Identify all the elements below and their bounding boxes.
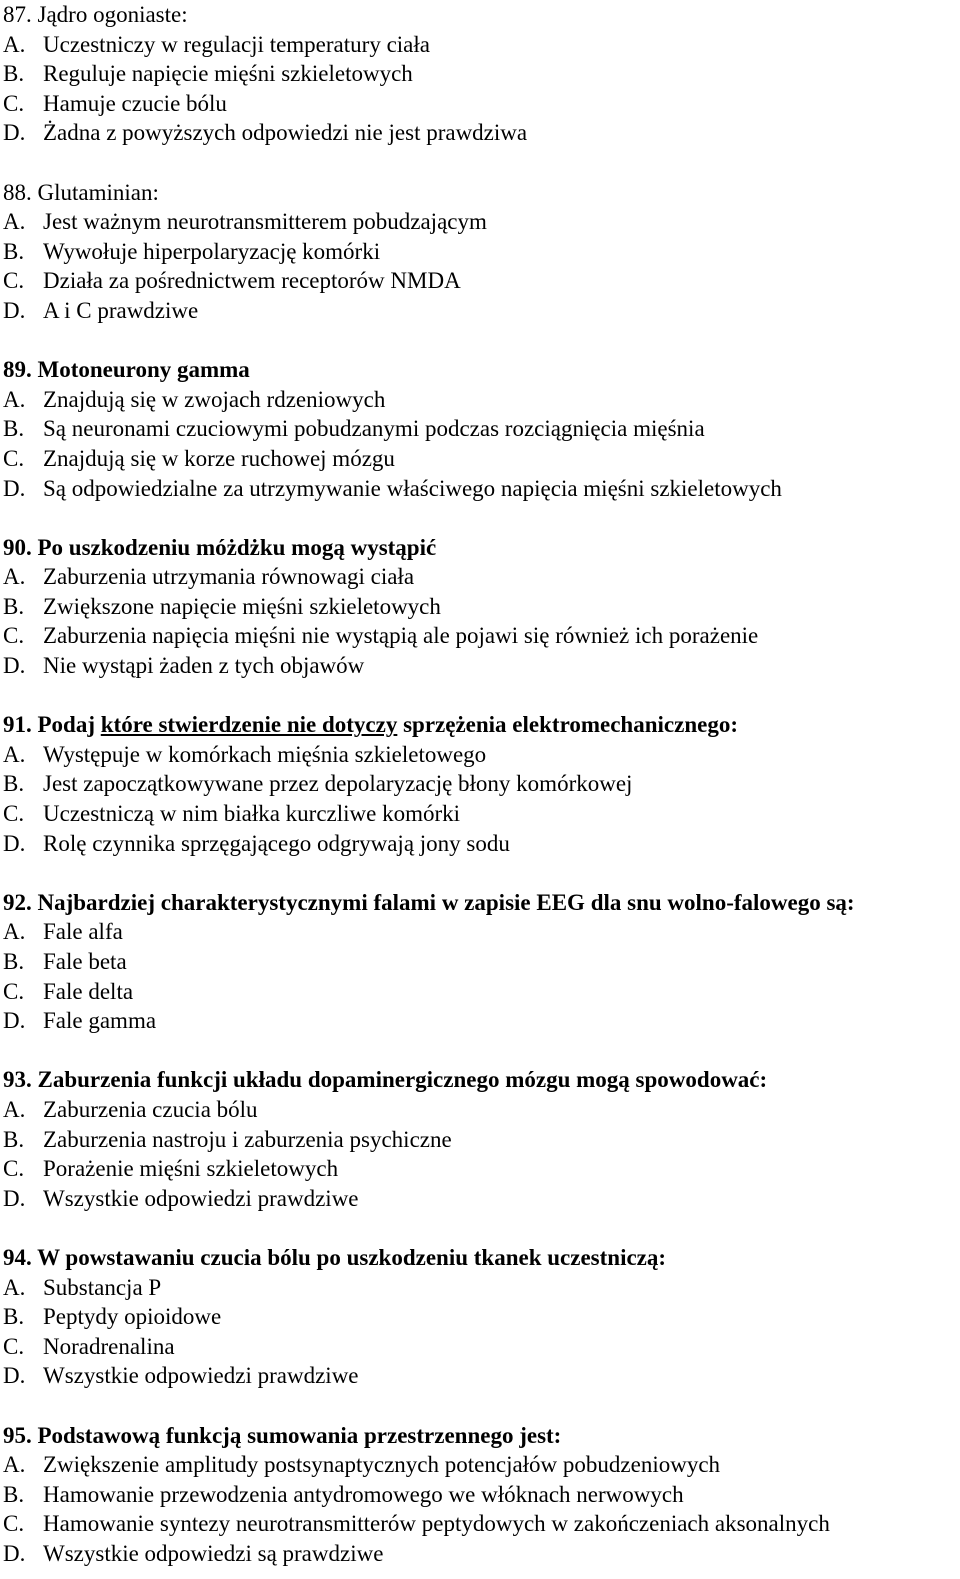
question-number: 94. [3, 1244, 32, 1270]
option-letter: C. [3, 1511, 25, 1537]
option-letter: A. [3, 31, 26, 57]
option-text: Fale beta [43, 949, 127, 974]
answer-option [3, 385, 960, 415]
answer-option [3, 799, 960, 829]
question-text-underlined: które stwierdzenie nie dotyczy [100, 712, 398, 738]
answer-option [3, 59, 960, 89]
answer-option [3, 1480, 960, 1510]
answer-option [3, 592, 960, 622]
option-text: Porażenie mięśni szkieletowych [43, 1156, 339, 1182]
option-letter: C. [3, 978, 25, 1004]
answer-option [3, 1332, 960, 1362]
option-text: Są odpowiedzialne za utrzymywanie właściwego napięcia mięśni szkieletowych [43, 475, 782, 501]
option-text: Hamowanie przewodzenia antydromowego we włóknach nerwowych [43, 1481, 684, 1507]
question-number: 92. [3, 889, 32, 915]
option-letter: B. [3, 1481, 25, 1507]
option-letter: C. [3, 268, 25, 294]
answer-option [3, 89, 960, 119]
question-text: Motoneurony gamma [37, 357, 250, 383]
option-text: Zaburzenia utrzymania równowagi ciała [43, 564, 415, 590]
option-letter: A. [3, 741, 26, 767]
option-letter: D. [3, 120, 26, 146]
option-letter: B. [3, 1126, 25, 1152]
option-text: Wywołuje hiperpolaryzację komórki [43, 238, 381, 264]
question-number: 91. [3, 712, 32, 738]
option-letter: A. [3, 209, 26, 235]
option-letter: B. [3, 593, 25, 619]
option-text: Wszystkie odpowiedzi prawdziwe [43, 1363, 359, 1389]
option-text: Wszystkie odpowiedzi prawdziwe [43, 1185, 359, 1211]
question-89 [3, 355, 960, 503]
answer-option [3, 769, 960, 799]
option-text: Zaburzenia czucia bólu [43, 1096, 258, 1122]
answer-option [3, 207, 960, 237]
answer-option [3, 621, 960, 651]
option-text: Uczestniczą w nim białka kurczliwe komórki [43, 801, 461, 827]
option-letter: D. [3, 1185, 26, 1211]
question-heading [3, 355, 960, 385]
option-text: Zwiększone napięcie mięśni szkieletowych [43, 593, 441, 619]
answer-option [3, 740, 960, 770]
question-heading [3, 1243, 960, 1273]
question-text-end: sprzężenia elektromechanicznego: [397, 712, 738, 738]
option-text: Nie wystąpi żaden z tych objawów [43, 653, 365, 679]
question-heading [3, 0, 960, 30]
answer-option [3, 1302, 960, 1332]
option-text: Peptydy opioidowe [43, 1304, 222, 1330]
answer-option [3, 237, 960, 267]
question-text: W powstawaniu czucia bólu po uszkodzeniu tkanek uczestniczą: [37, 1244, 667, 1270]
option-letter: B. [3, 771, 25, 797]
option-letter: B. [3, 416, 25, 442]
question-number: 88. [3, 179, 32, 205]
option-letter: A. [3, 1452, 26, 1478]
question-text: Podstawową funkcją sumowania przestrzennego jest: [37, 1422, 562, 1448]
question-text: Glutaminian: [37, 179, 159, 205]
answer-option [3, 1509, 960, 1539]
question-number: 95. [3, 1422, 32, 1448]
question-91 [3, 710, 960, 858]
question-text-start: Podaj [37, 712, 101, 738]
option-letter: B. [3, 61, 25, 87]
option-letter: A. [3, 386, 26, 412]
question-number: 87. [3, 2, 32, 27]
option-letter: C. [3, 801, 25, 827]
question-text: Jądro ogoniaste: [37, 2, 188, 27]
answer-option [3, 30, 960, 60]
option-letter: D. [3, 1008, 26, 1034]
answer-option [3, 1361, 960, 1391]
answer-option [3, 474, 960, 504]
answer-option [3, 651, 960, 681]
option-text: Są neuronami czuciowymi pobudzanymi podczas rozciągnięcia mięśnia [43, 416, 705, 442]
question-heading [3, 1065, 960, 1095]
answer-option [3, 1184, 960, 1214]
option-text: Fale alfa [43, 919, 123, 945]
answer-option [3, 296, 960, 326]
question-93 [3, 1065, 960, 1213]
answer-option [3, 266, 960, 296]
question-95 [3, 1421, 960, 1569]
option-text: Żadna z powyższych odpowiedzi nie jest prawdziwa [43, 120, 528, 146]
option-letter: D. [3, 297, 26, 323]
question-number: 93. [3, 1067, 32, 1093]
answer-option [3, 917, 960, 947]
option-letter: D. [3, 1363, 26, 1389]
question-heading [3, 533, 960, 563]
option-text: Hamuje czucie bólu [43, 90, 227, 116]
answer-option [3, 1125, 960, 1155]
option-letter: D. [3, 1540, 26, 1566]
question-number: 89. [3, 357, 32, 383]
option-text: A i C prawdziwe [43, 297, 199, 323]
answer-option [3, 1006, 960, 1036]
option-letter: D. [3, 475, 26, 501]
option-text: Działa za pośrednictwem receptorów NMDA [43, 268, 461, 294]
option-text: Jest zapoczątkowywane przez depolaryzację błony komórkowej [43, 771, 633, 797]
question-text: Najbardziej charakterystycznymi falami w zapisie EEG dla snu wolno-falowego są: [37, 889, 855, 915]
option-letter: C. [3, 445, 25, 471]
answer-option [3, 1154, 960, 1184]
option-text: Znajdują się w korze ruchowej mózgu [43, 445, 395, 471]
answer-option [3, 829, 960, 859]
option-text: Fale delta [43, 978, 134, 1004]
option-letter: D. [3, 830, 26, 856]
option-letter: C. [3, 90, 25, 116]
option-text: Reguluje napięcie mięśni szkieletowych [43, 61, 413, 87]
option-letter: D. [3, 653, 26, 679]
option-letter: A. [3, 919, 26, 945]
answer-option [3, 1273, 960, 1303]
option-text: Zaburzenia napięcia mięśni nie wystąpią ale pojawi się również ich porażenie [43, 623, 759, 649]
option-letter: C. [3, 1333, 25, 1359]
option-letter: B. [3, 238, 25, 264]
question-text: Zaburzenia funkcji układu dopaminergicznego mózgu mogą spowodować: [37, 1067, 768, 1093]
question-92 [3, 888, 960, 1036]
option-text: Wszystkie odpowiedzi są prawdziwe [43, 1540, 384, 1566]
option-letter: A. [3, 1096, 26, 1122]
option-text: Znajdują się w zwojach rdzeniowych [43, 386, 386, 412]
question-heading [3, 1421, 960, 1451]
question-87 [3, 0, 960, 148]
answer-option [3, 1539, 960, 1569]
question-heading [3, 178, 960, 208]
answer-option [3, 1450, 960, 1480]
option-text: Fale gamma [43, 1008, 157, 1034]
question-88 [3, 178, 960, 326]
question-number: 90. [3, 534, 32, 560]
question-text: Po uszkodzeniu móżdżku mogą wystąpić [37, 534, 437, 560]
question-90 [3, 533, 960, 681]
question-94 [3, 1243, 960, 1391]
option-text: Noradrenalina [43, 1333, 175, 1359]
option-text: Zwiększenie amplitudy postsynaptycznych potencjałów pobudzeniowych [43, 1452, 721, 1478]
option-text: Hamowanie syntezy neurotransmitterów peptydowych w zakończeniach aksonalnych [43, 1511, 830, 1537]
answer-option [3, 1095, 960, 1125]
question-heading [3, 888, 960, 918]
option-letter: A. [3, 1274, 26, 1300]
answer-option [3, 977, 960, 1007]
answer-option [3, 118, 960, 148]
answer-option [3, 444, 960, 474]
option-text: Rolę czynnika sprzęgającego odgrywają jony sodu [43, 830, 510, 856]
option-text: Jest ważnym neurotransmitterem pobudzającym [43, 209, 487, 235]
option-text: Uczestniczy w regulacji temperatury ciała [43, 31, 430, 57]
option-text: Zaburzenia nastroju i zaburzenia psychiczne [43, 1126, 452, 1152]
option-text: Substancja P [43, 1274, 162, 1300]
option-letter: B. [3, 949, 25, 974]
option-letter: C. [3, 623, 25, 649]
option-letter: C. [3, 1156, 25, 1182]
question-heading [3, 710, 960, 740]
option-letter: B. [3, 1304, 25, 1330]
answer-option [3, 947, 960, 977]
option-letter: A. [3, 564, 26, 590]
answer-option [3, 414, 960, 444]
answer-option [3, 562, 960, 592]
option-text: Występuje w komórkach mięśnia szkieletowego [43, 741, 487, 767]
